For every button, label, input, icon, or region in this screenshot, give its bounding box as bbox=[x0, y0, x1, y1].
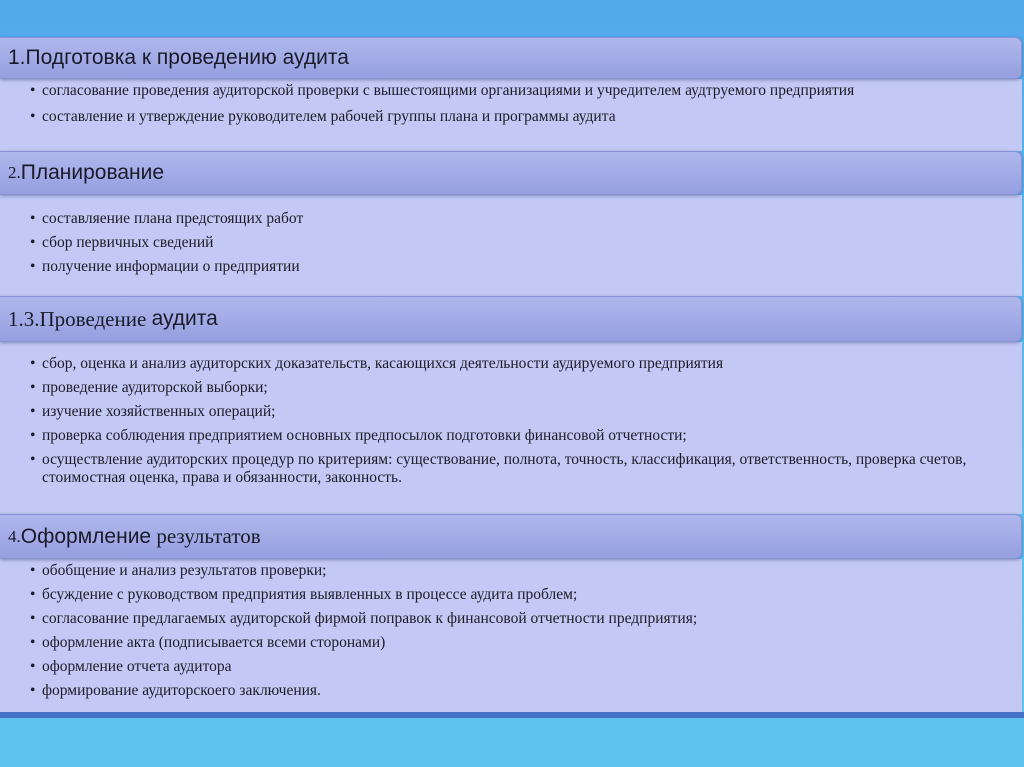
stage-2-title: Планирование bbox=[20, 161, 165, 184]
stage-2-body bbox=[0, 195, 1022, 296]
stage-3-item: • сбор, оценка и анализ аудиторских доказательств, касающихся деятельности аудируемого предприятия bbox=[30, 355, 992, 373]
stage-4-number: 4. bbox=[8, 526, 21, 546]
stage-2-number: 2. bbox=[8, 163, 21, 182]
stage-3-body bbox=[0, 342, 1022, 514]
stage-2-item: • получение информации о предприятии bbox=[30, 258, 992, 276]
stage-3-item: • изучение хозяйственных операций; bbox=[30, 403, 992, 421]
stage-4-body bbox=[0, 559, 1022, 712]
stage-1-header bbox=[0, 37, 1022, 79]
stage-4-item: • оформление отчета аудитора bbox=[30, 658, 992, 676]
stage-3-item: • осуществление аудиторских процедур по критериям: существование, полнота, точность, классификация, ответственность, проверка счетов, стоимостная оценка, права и обязанности, законность. bbox=[30, 451, 992, 487]
stage-4-title-part1: Оформление bbox=[20, 524, 152, 548]
stage-4-header bbox=[0, 514, 1022, 559]
stage-2-item: • сбор первичных сведений bbox=[30, 234, 992, 252]
stage-1-number: 1. bbox=[8, 46, 26, 69]
stage-4-title-part2: результатов bbox=[151, 524, 261, 548]
stage-3-item: • проверка соблюдения предприятием основных предпосылок подготовки финансовой отчетности; bbox=[30, 427, 992, 445]
stage-4-item: • согласование предлагаемых аудиторской фирмой поправок к финансовой отчетности предприятия; bbox=[30, 610, 992, 628]
stage-3-title-part2: аудита bbox=[151, 307, 218, 330]
stage-3-number: 1.3. bbox=[8, 306, 40, 331]
stage-3-item: • проведение аудиторской выборки; bbox=[30, 379, 992, 397]
stage-1-item: • согласование проведения аудиторской проверки с вышестоящими организациями и учредителем аудтруемого предприятия bbox=[30, 82, 992, 100]
bottom-divider bbox=[0, 712, 1024, 718]
stage-2-header bbox=[0, 151, 1022, 195]
stage-3-title-part1: Проведение bbox=[39, 306, 152, 331]
stage-4-item: • формирование аудиторскоего заключения. bbox=[30, 682, 992, 700]
stage-1-item: • составление и утверждение руководителем рабочей группы плана и программы аудита bbox=[30, 108, 992, 126]
stage-4-item: • обобщение и анализ результатов проверки; bbox=[30, 562, 992, 580]
stage-1-title: Подготовка к проведению аудита bbox=[25, 46, 349, 69]
stage-1-body bbox=[0, 79, 1022, 151]
stage-4-item: • оформление акта (подписывается всеми сторонами) bbox=[30, 634, 992, 652]
stage-3-header bbox=[0, 296, 1022, 342]
stage-4-item: • бсуждение с руководством предприятия выявленных в процессе аудита проблем; bbox=[30, 586, 992, 604]
stage-2-item: • составляение плана предстоящих работ bbox=[30, 210, 992, 228]
